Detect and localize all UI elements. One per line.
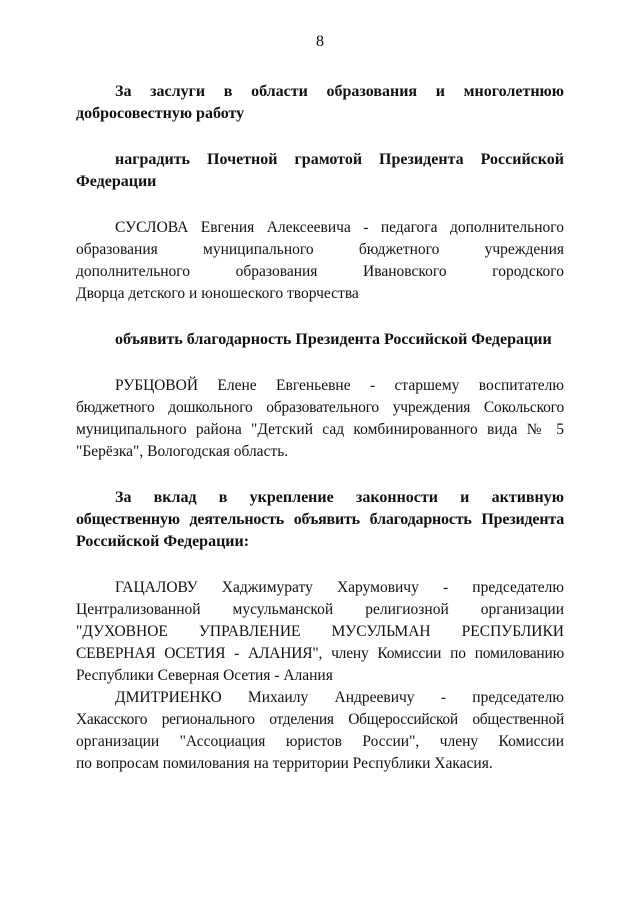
recipient-line: образования муниципального бюджетного учреждения <box>76 241 564 258</box>
recipient-line: бюджетного дошкольного образовательного учреждения Сокольского <box>76 399 564 416</box>
award-line: наградить Почетной грамотой Президента Российской <box>115 151 564 168</box>
heading-line: общественную деятельность объявить благодарность Президента <box>76 511 564 528</box>
section3-recipient-1 <box>76 577 564 687</box>
recipient-line: "Берёзка", Вологодская область. <box>76 443 289 460</box>
recipient-line: дополнительного образования Ивановского городского <box>76 263 564 280</box>
section1-recipient <box>76 217 564 305</box>
recipient-line: Хакасского регионального отделения Общероссийской общественной <box>76 711 564 728</box>
recipient-line: ГАЦАЛОВУ Хаджимурату Харумовичу - председателю <box>115 579 564 596</box>
recipient-line: "ДУХОВНОЕ УПРАВЛЕНИЕ МУСУЛЬМАН РЕСПУБЛИКИ <box>76 623 564 640</box>
section3-heading <box>76 487 564 553</box>
recipient-line: Республики Северная Осетия - Алания <box>76 667 333 684</box>
heading-line: За заслуги в области образования и многолетнюю <box>115 83 564 100</box>
page-number: 8 <box>316 33 324 50</box>
recipient-line: РУБЦОВОЙ Елене Евгеньевне - старшему воспитателю <box>115 377 564 394</box>
heading-line: добросовестную работу <box>76 105 245 122</box>
recipient-line: муниципального района "Детский сад комбинированного вида № 5 <box>76 421 564 438</box>
section1-award <box>76 149 564 193</box>
recipient-line: организации "Ассоциация юристов России", члену Комиссии <box>76 733 564 750</box>
section3-recipient-2 <box>76 687 564 775</box>
section1-heading <box>76 81 564 125</box>
section2-recipient <box>76 375 564 463</box>
award-line: объявить благодарность Президента Российской Федерации <box>115 331 552 348</box>
recipient-line: СЕВЕРНАЯ ОСЕТИЯ - АЛАНИЯ", члену Комиссии по помилованию <box>76 645 564 662</box>
heading-line: Российской Федерации: <box>76 533 250 550</box>
heading-line: За вклад в укрепление законности и активную <box>115 489 564 506</box>
award-line: Федерации <box>76 173 157 190</box>
recipient-line: по вопросам помилования на территории Республики Хакасия. <box>76 755 493 772</box>
recipient-line: ДМИТРИЕНКО Михаилу Андреевичу - председателю <box>115 689 564 706</box>
recipient-line: СУСЛОВА Евгения Алексеевича - педагога дополнительного <box>115 219 564 236</box>
recipient-line: Централизованной мусульманской религиозной организации <box>76 601 564 618</box>
section2-award <box>76 329 564 351</box>
recipient-line: Дворца детского и юношеского творчества <box>76 285 359 302</box>
